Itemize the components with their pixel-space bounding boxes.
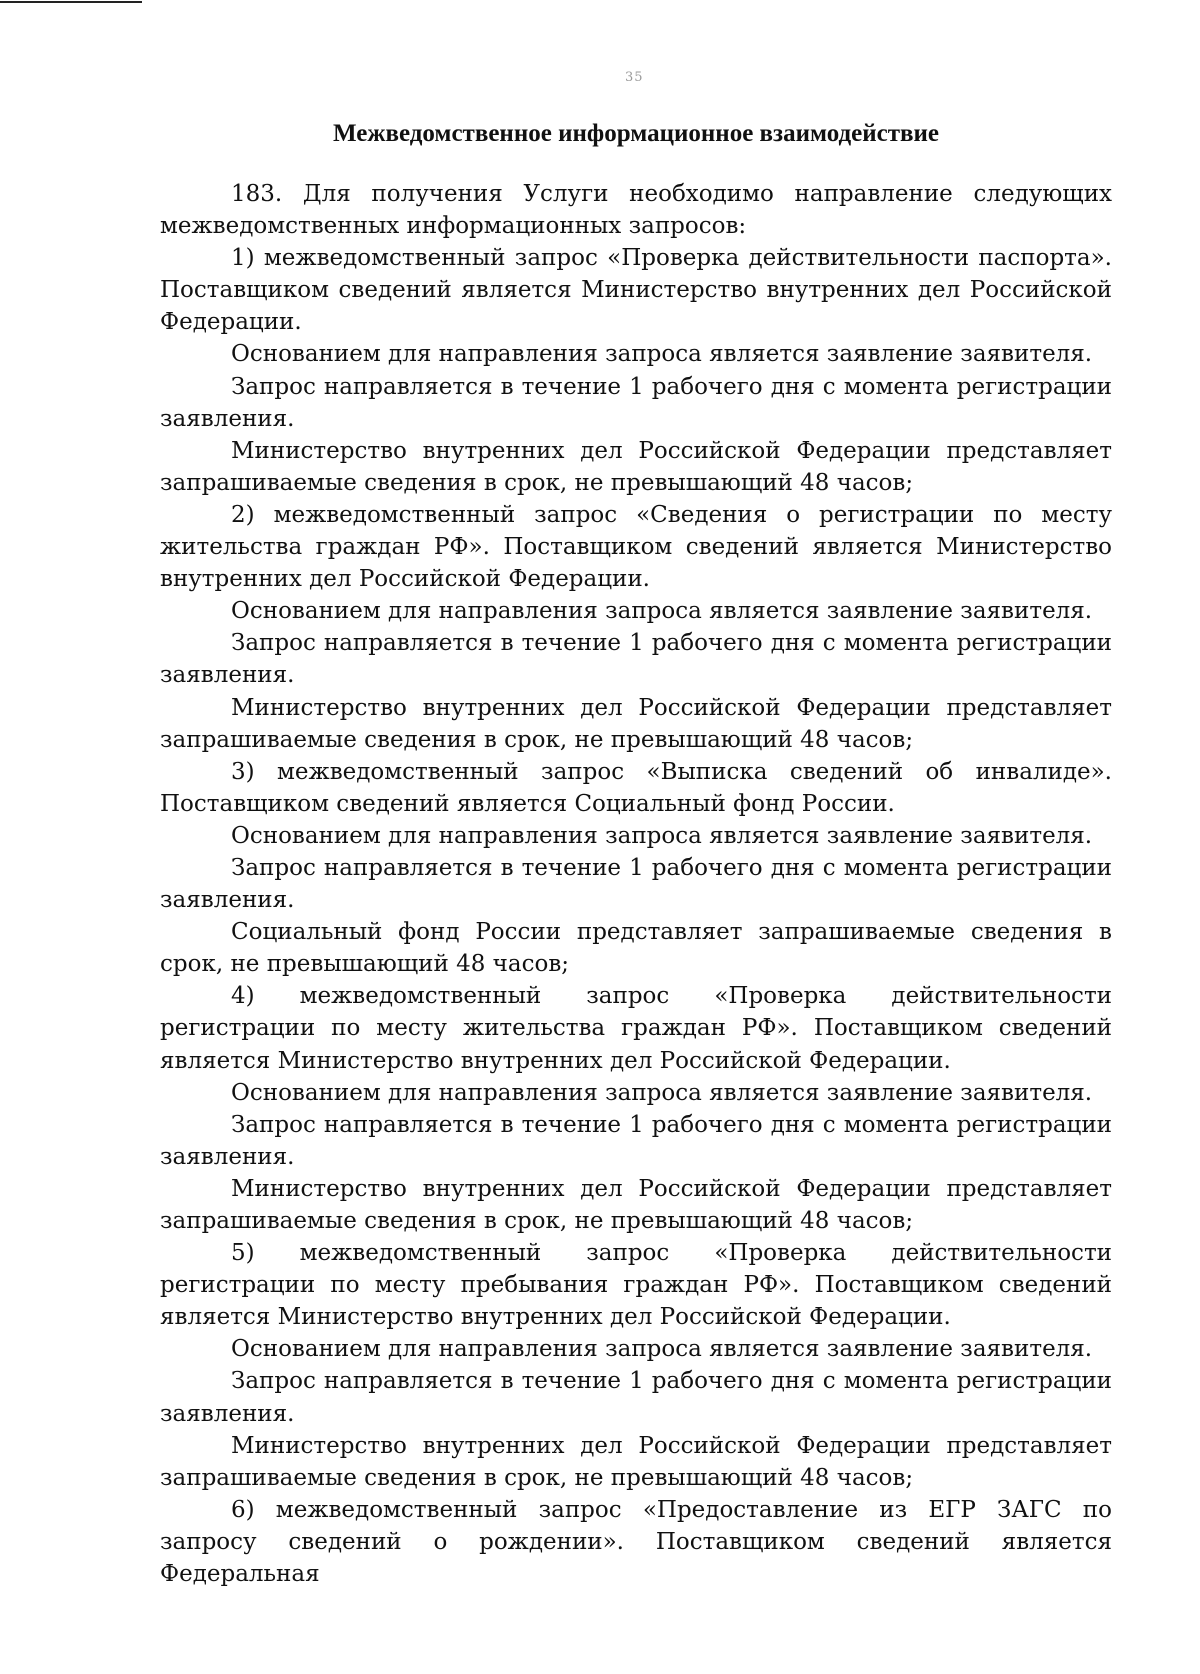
paragraph: 4) межведомственный запрос «Проверка действительности регистрации по месту жительства граждан РФ». Поставщиком сведений является Министерство внутренних дел Российской Федерации.: [160, 983, 1112, 1074]
paragraph: Основанием для направления запроса является заявление заявителя.: [231, 822, 1093, 849]
paragraph: Министерство внутренних дел Российской Федерации представляет запрашиваемые сведения в срок, не превышающий 48 часов;: [160, 1432, 1112, 1491]
paragraph: 183. Для получения Услуги необходимо направление следующих межведомственных информационных запросов:: [160, 181, 1112, 240]
paragraph: Запрос направляется в течение 1 рабочего дня с момента регистрации заявления.: [160, 630, 1112, 689]
paragraph: Запрос направляется в течение 1 рабочего дня с момента регистрации заявления.: [160, 854, 1112, 914]
paragraph: Министерство внутренних дел Российской Федерации представляет запрашиваемые сведения в срок, не превышающий 48 часов;: [160, 1175, 1112, 1234]
paragraph: Министерство внутренних дел Российской Федерации представляет запрашиваемые сведения в срок, не превышающий 48 часов;: [160, 694, 1112, 753]
paragraph: 5) межведомственный запрос «Проверка действительности регистрации по месту пребывания граждан РФ». Поставщиком сведений является Министерство внутренних дел Российской Федерации.: [160, 1240, 1112, 1331]
document-body: [160, 178, 1112, 1590]
paragraph: Социальный фонд России представляет запрашиваемые сведения в срок, не превышающий 48 часов;: [160, 919, 1112, 978]
paragraph: Основанием для направления запроса является заявление заявителя.: [231, 1079, 1093, 1106]
top-rule-line: [0, 1, 142, 3]
page-mark: 35: [625, 70, 644, 85]
paragraph: 2) межведомственный запрос «Сведения о регистрации по месту жительства граждан РФ». Поставщиком сведений является Министерство внутренних дел Российской Федерации.: [160, 501, 1112, 593]
paragraph: Запрос направляется в течение 1 рабочего дня с момента регистрации заявления.: [160, 1111, 1112, 1170]
paragraph: 3) межведомственный запрос «Выписка сведений об инвалиде». Поставщиком сведений является Социальный фонд России.: [160, 758, 1112, 817]
paragraph: Запрос направляется в течение 1 рабочего дня с момента регистрации заявления.: [160, 1368, 1112, 1427]
paragraph: Запрос направляется в течение 1 рабочего дня с момента регистрации заявления.: [160, 373, 1112, 432]
paragraph: 1) межведомственный запрос «Проверка действительности паспорта». Поставщиком сведений является Министерство внутренних дел Российской Федерации.: [160, 245, 1112, 336]
paragraph: Основанием для направления запроса является заявление заявителя.: [231, 1336, 1093, 1363]
paragraph: 6) межведомственный запрос «Предоставление из ЕГР ЗАГС по запросу сведений о рождении». Поставщиком сведений является Федеральная: [160, 1496, 1112, 1588]
paragraph: Министерство внутренних дел Российской Федерации представляет запрашиваемые сведения в срок, не превышающий 48 часов;: [160, 437, 1112, 496]
paragraph: Основанием для направления запроса является заявление заявителя.: [231, 598, 1093, 625]
paragraph: Основанием для направления запроса является заявление заявителя.: [231, 341, 1093, 368]
section-title: Межведомственное информационное взаимодействие: [333, 120, 939, 147]
